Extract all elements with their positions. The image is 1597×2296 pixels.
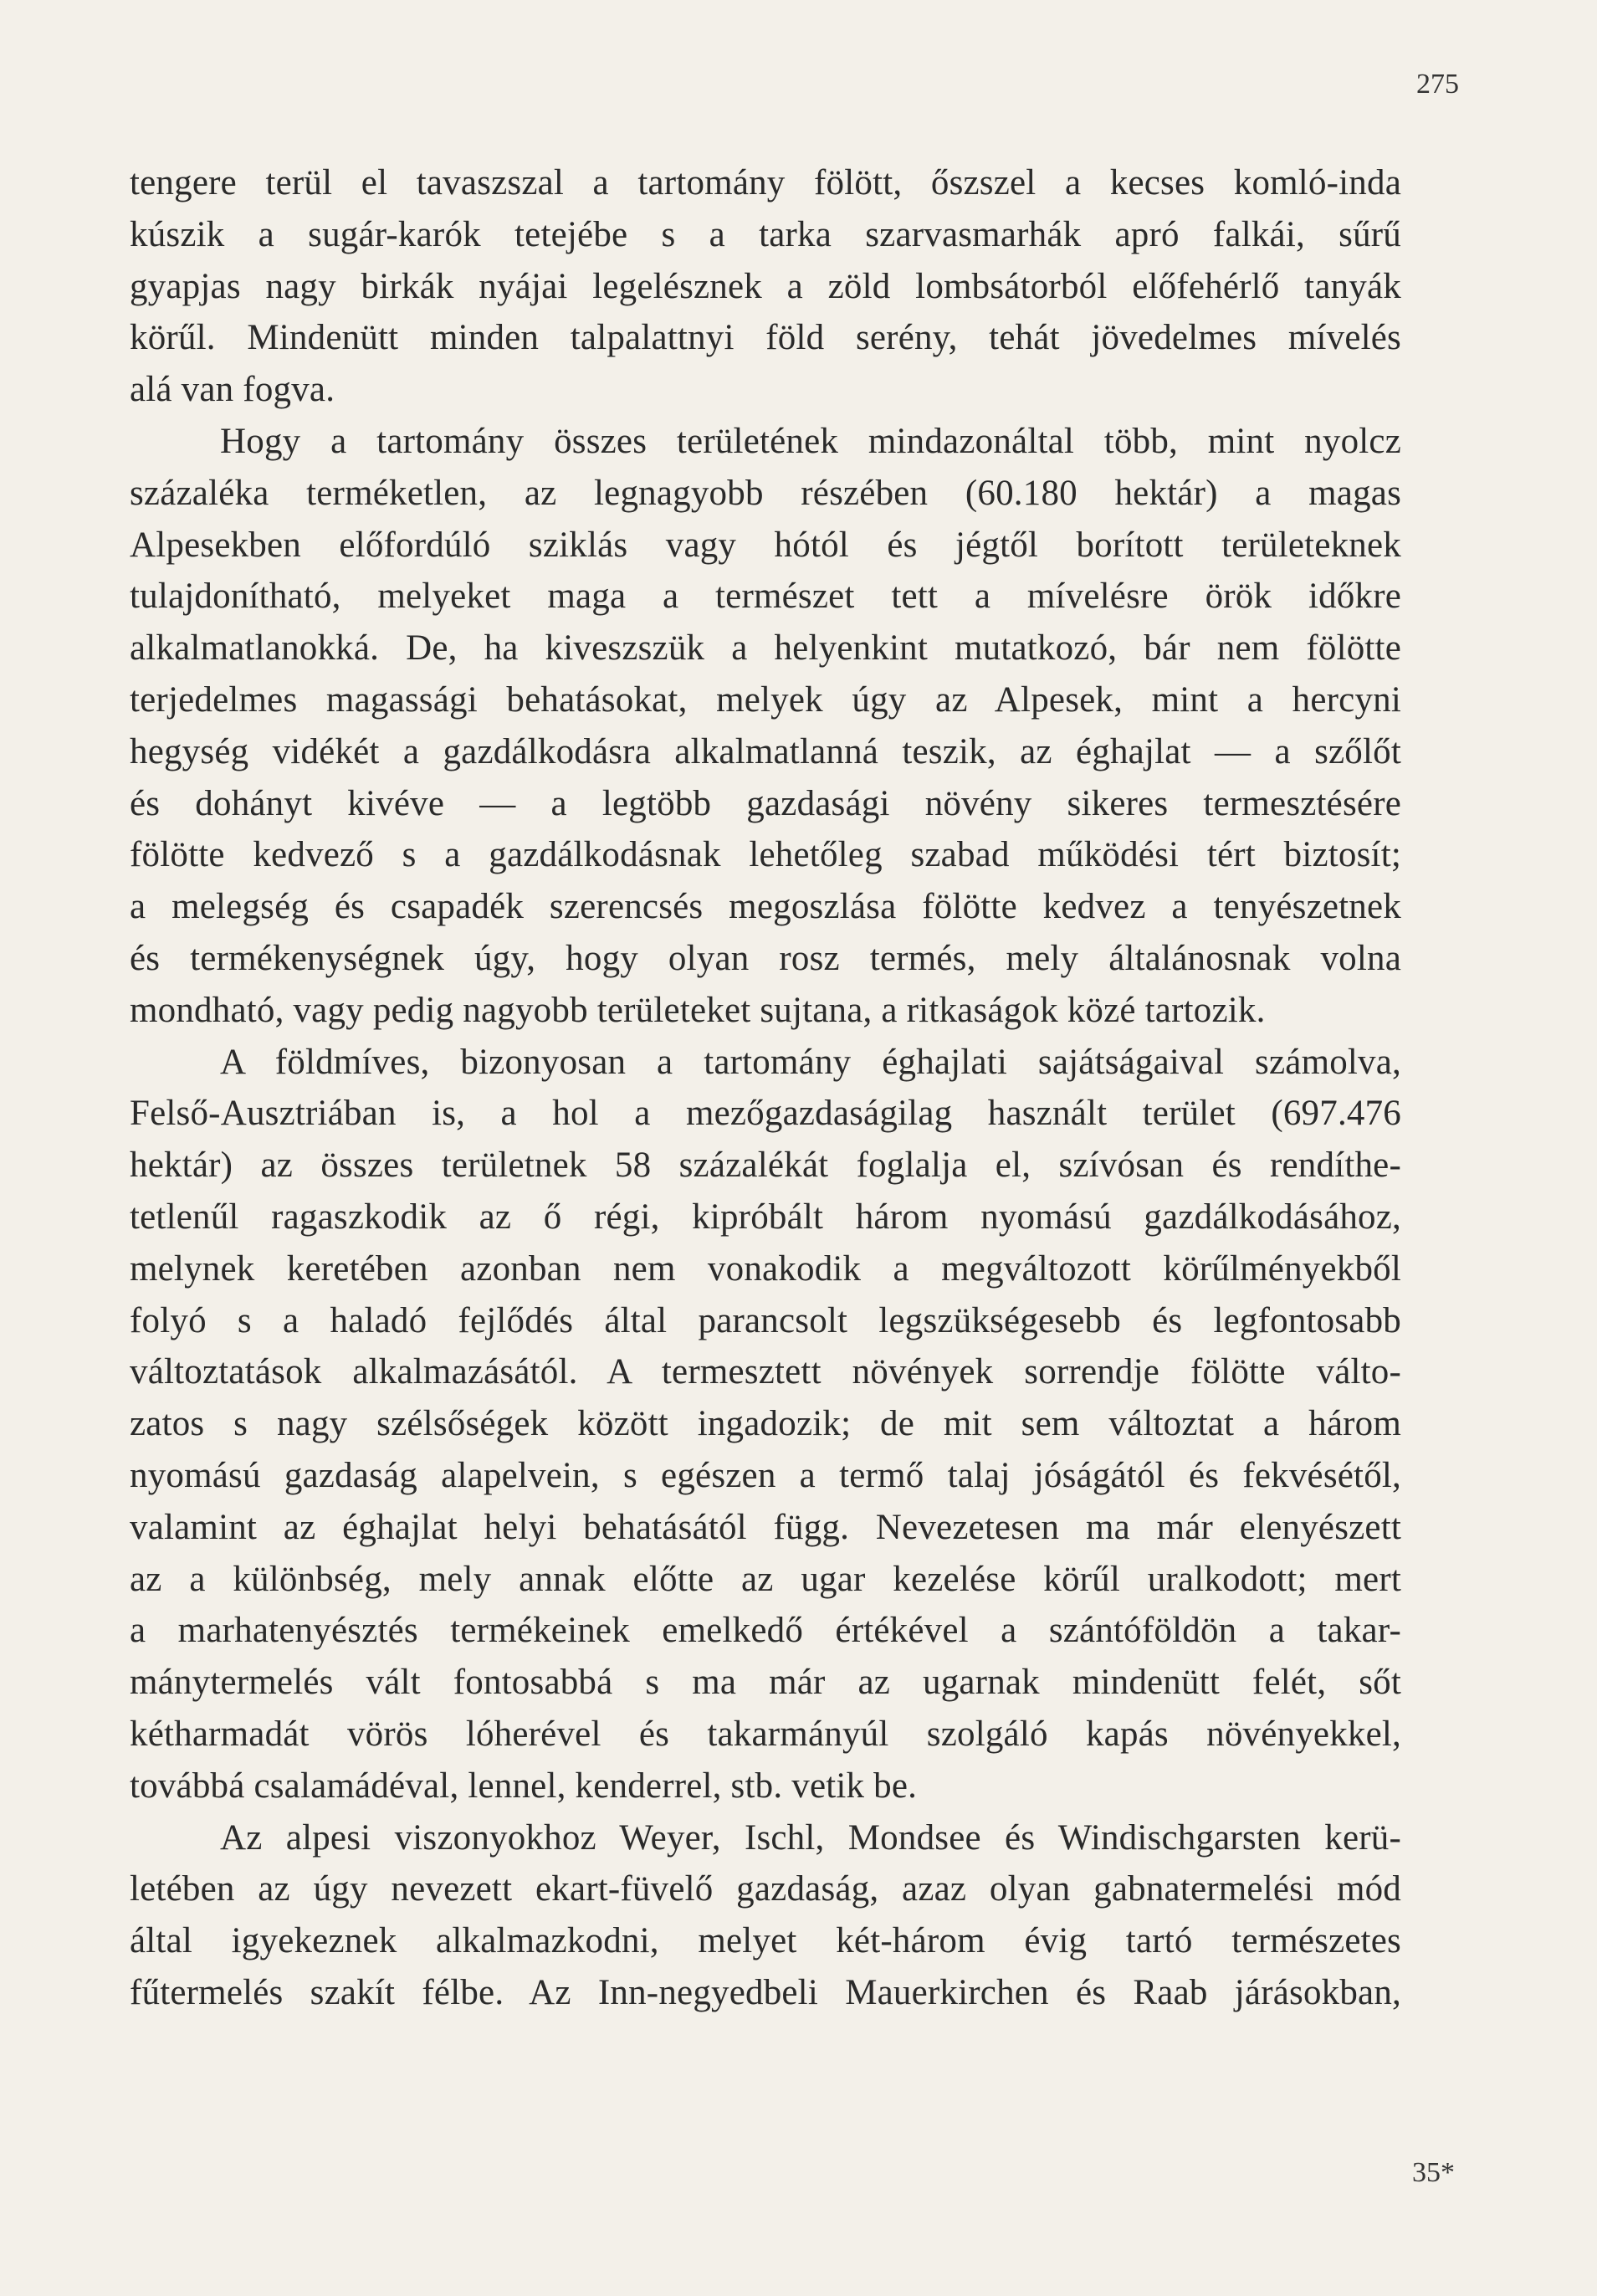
text-line: által igyekeznek alkalmazkodni, melyet két-három évig tartó természetes <box>130 1921 1401 1961</box>
text-line: a marhatenyésztés termékeinek emelkedő értékével a szántóföldön a takar- <box>130 1611 1401 1651</box>
text-line: valamint az éghajlat helyi behatásától függ. Nevezetesen ma már elenyészett <box>130 1507 1401 1547</box>
text-line: Hogy a tartomány összes területének mindazonáltal több, mint nyolcz <box>220 421 1401 461</box>
text-line: változtatások alkalmazásától. A termesztett növények sorrendje fölötte válto- <box>130 1352 1401 1392</box>
text-line: fűtermelés szakít félbe. Az Inn-negyedbeli Mauerkirchen és Raab járásokban, <box>130 1972 1401 2012</box>
text-line: százaléka terméketlen, az legnagyobb részében (60.180 hektár) a magas <box>130 473 1401 513</box>
text-line: az a különbség, mely annak előtte az ugar kezelése körűl uralkodott; mert <box>130 1559 1401 1599</box>
text-line: A földmíves, bizonyosan a tartomány éghajlati sajátságaival számolva, <box>220 1042 1401 1082</box>
text-line: tulajdonítható, melyeket maga a természet tett a mívelésre örök időkre <box>130 577 1401 617</box>
text-line: Alpesekben előfordúló sziklás vagy hótól és jégtől borított területeknek <box>130 525 1401 565</box>
text-line: a melegség és csapadék szerencsés megoszlása fölötte kedvez a tenyészetnek <box>130 887 1401 927</box>
text-line: alá van fogva. <box>130 370 335 410</box>
text-line: letében az úgy nevezett ekart-füvelő gazdaság, azaz olyan gabnatermelési mód <box>130 1869 1401 1909</box>
body-text <box>130 157 1401 2019</box>
text-line: kétharmadát vörös lóherével és takarmányúl szolgáló kapás növényekkel, <box>130 1714 1401 1754</box>
page-number: 275 <box>1416 69 1459 100</box>
text-line: tengere terül el tavaszszal a tartomány fölött, őszszel a kecses komló-inda <box>130 163 1401 202</box>
signature-mark: 35* <box>1412 2157 1455 2188</box>
text-line: Felső-Ausztriában is, a hol a mezőgazdaságilag használt terület (697.476 <box>130 1094 1401 1134</box>
text-line: kúszik a sugár-karók tetejébe s a tarka szarvasmarhák apró falkái, sűrű <box>130 214 1401 254</box>
text-line: melynek keretében azonban nem vonakodik a megváltozott körűlményekből <box>130 1248 1401 1289</box>
text-line: továbbá csalamádéval, lennel, kenderrel, stb. vetik be. <box>130 1766 918 1806</box>
text-line: terjedelmes magassági behatásokat, melyek úgy az Alpesek, mint a hercyni <box>130 679 1401 720</box>
text-line: folyó s a haladó fejlődés által parancsolt legszükségesebb és legfontosabb <box>130 1300 1401 1340</box>
text-line: és dohányt kivéve — a legtöbb gazdasági növény sikeres termesztésére <box>130 783 1401 823</box>
text-line: gyapjas nagy birkák nyájai legelésznek a zöld lombsátorból előfehérlő tanyák <box>130 266 1401 306</box>
text-line: hektár) az összes területnek 58 százalékát foglalja el, szívósan és rendíthe- <box>130 1145 1401 1186</box>
text-line: mondható, vagy pedig nagyobb területeket sujtana, a ritkaságok közé tartozik. <box>130 990 1266 1030</box>
text-line: és termékenységnek úgy, hogy olyan rosz termés, mely általánosnak volna <box>130 938 1401 978</box>
text-line: körűl. Mindenütt minden talpalattnyi föld serény, tehát jövedelmes mívelés <box>130 318 1401 358</box>
text-line: mánytermelés vált fontosabbá s ma már az ugarnak mindenütt felét, sőt <box>130 1663 1401 1703</box>
text-line: fölötte kedvező s a gazdálkodásnak lehetőleg szabad működési tért biztosít; <box>130 835 1401 875</box>
text-line: hegység vidékét a gazdálkodásra alkalmatlanná teszik, az éghajlat — a szőlőt <box>130 731 1401 771</box>
text-line: nyomású gazdaság alapelvein, s egészen a termő talaj jóságától és fekvésétől, <box>130 1455 1401 1495</box>
text-line: tetlenűl ragaszkodik az ő régi, kipróbált három nyomású gazdálkodásához, <box>130 1197 1401 1237</box>
text-line: zatos s nagy szélsőségek között ingadozik; de mit sem változtat a három <box>130 1404 1401 1444</box>
text-line: Az alpesi viszonyokhoz Weyer, Ischl, Mondsee és Windischgarsten kerü- <box>220 1817 1401 1858</box>
text-line: alkalmatlanokká. De, ha kiveszszük a helyenkint mutatkozó, bár nem fölötte <box>130 628 1401 669</box>
